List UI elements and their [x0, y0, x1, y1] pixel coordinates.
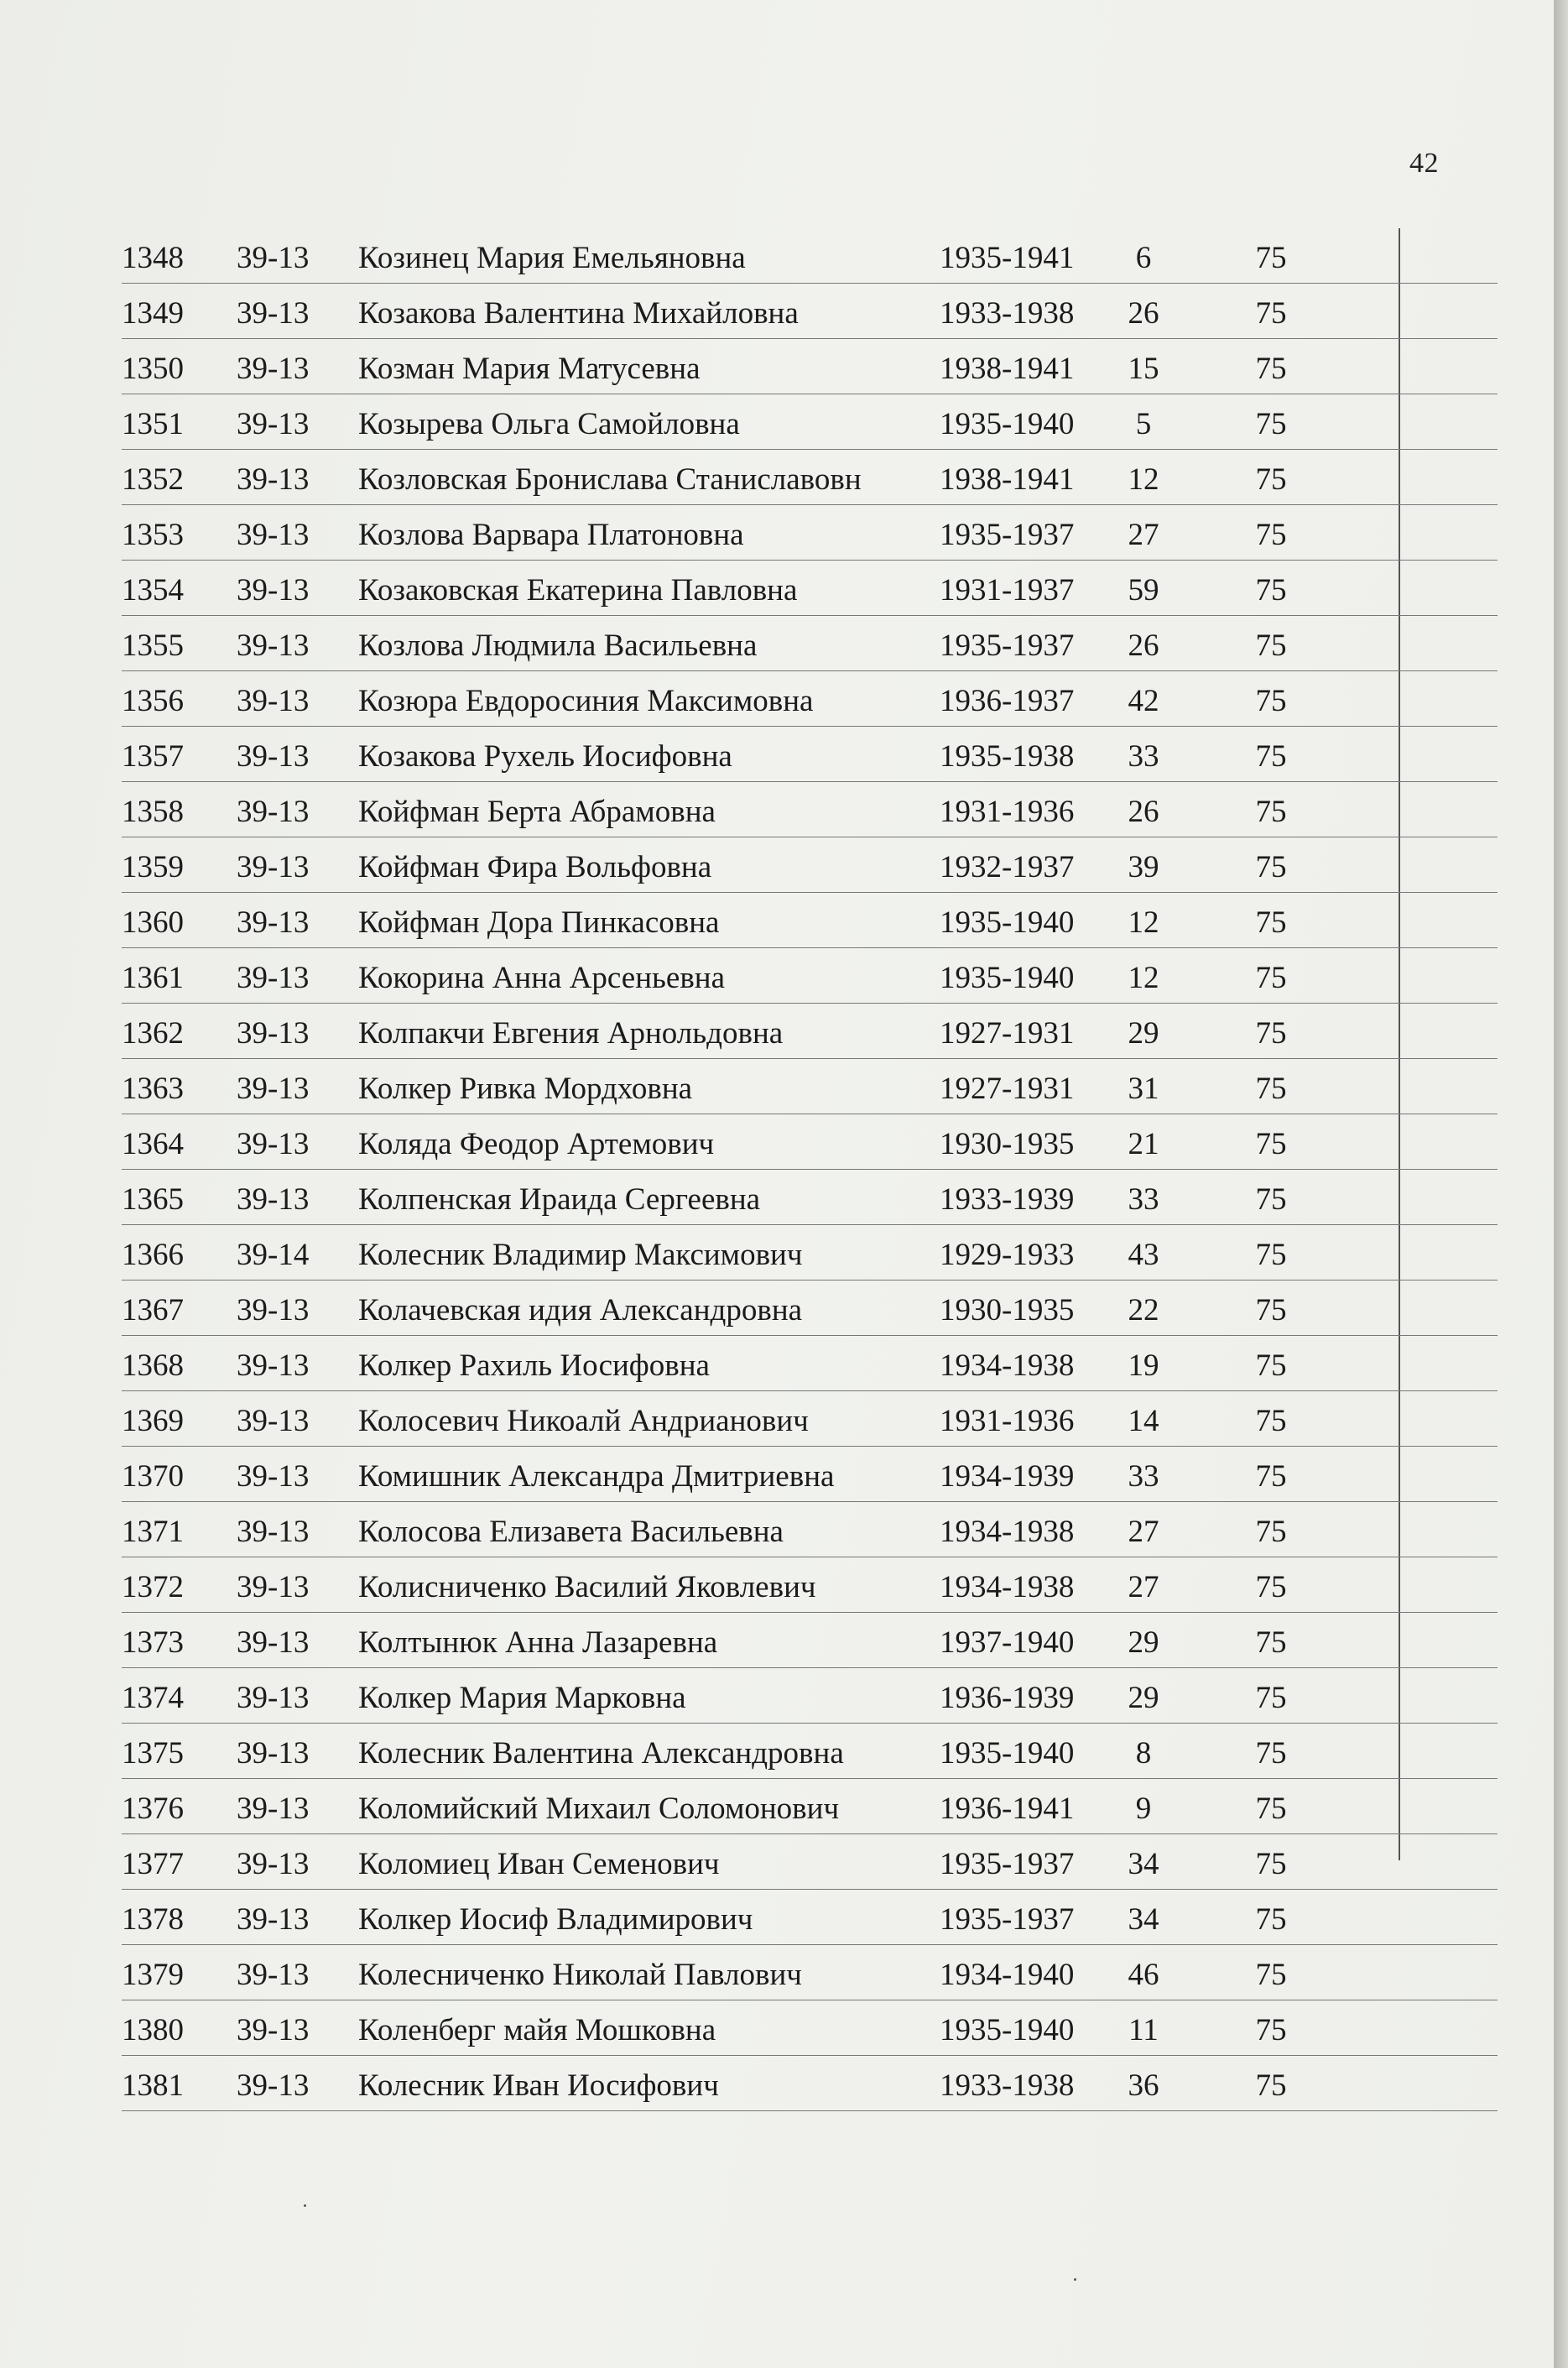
records-table	[122, 228, 1498, 2111]
record-value: 75	[1255, 850, 1287, 884]
years-range: 1935-1937	[940, 1847, 1075, 1881]
record-code: 39-13	[237, 573, 310, 608]
record-number: 1352	[122, 462, 184, 497]
table-row	[122, 1391, 1498, 1447]
person-name: Колкер Иосиф Владимирович	[358, 1902, 753, 1937]
record-code: 39-13	[237, 1625, 310, 1660]
record-count: 15	[1128, 352, 1159, 386]
years-range: 1931-1936	[940, 795, 1075, 829]
years-range: 1937-1940	[940, 1625, 1075, 1660]
record-code: 39-13	[237, 1072, 310, 1106]
record-value: 75	[1255, 905, 1287, 940]
record-number: 1368	[122, 1348, 184, 1383]
record-value: 75	[1255, 1902, 1287, 1937]
record-number: 1353	[122, 518, 184, 552]
record-number: 1359	[122, 850, 184, 884]
years-range: 1934-1938	[940, 1570, 1075, 1604]
record-value: 75	[1255, 1293, 1287, 1327]
years-range: 1930-1935	[940, 1293, 1075, 1327]
table-row	[122, 1724, 1498, 1779]
record-number: 1350	[122, 352, 184, 386]
table-row	[122, 1447, 1498, 1502]
record-count: 33	[1128, 1459, 1159, 1494]
record-value: 75	[1255, 1681, 1287, 1715]
years-range: 1935-1940	[940, 407, 1075, 441]
years-range: 1934-1938	[940, 1348, 1075, 1383]
person-name: Коляда Феодор Артемович	[358, 1127, 715, 1161]
person-name: Козакова Рухель Иосифовна	[358, 739, 732, 774]
speck	[1074, 2278, 1076, 2281]
record-number: 1365	[122, 1182, 184, 1217]
years-range: 1936-1939	[940, 1681, 1075, 1715]
record-count: 9	[1135, 1792, 1152, 1826]
record-code: 39-13	[237, 1958, 310, 1992]
person-name: Колисниченко Василий Яковлевич	[358, 1570, 816, 1604]
years-range: 1934-1940	[940, 1958, 1075, 1992]
record-code: 39-13	[237, 462, 310, 497]
record-value: 75	[1255, 1348, 1287, 1383]
table-row	[122, 1779, 1498, 1834]
record-code: 39-13	[237, 961, 310, 995]
record-code: 39-13	[237, 1459, 310, 1494]
record-number: 1378	[122, 1902, 184, 1937]
person-name: Колесник Валентина Александровна	[358, 1736, 844, 1771]
years-range: 1931-1937	[940, 573, 1075, 608]
person-name: Козырева Ольга Самойловна	[358, 407, 740, 441]
record-number: 1351	[122, 407, 184, 441]
record-value: 75	[1255, 1404, 1287, 1438]
table-row	[122, 1336, 1498, 1391]
years-range: 1927-1931	[940, 1072, 1075, 1106]
person-name: Колачевская идия Александровна	[358, 1293, 803, 1327]
record-value: 75	[1255, 1736, 1287, 1771]
person-name: Козман Мария Матусевна	[358, 352, 701, 386]
table-row	[122, 1280, 1498, 1336]
years-range: 1930-1935	[940, 1127, 1075, 1161]
years-range: 1929-1933	[940, 1238, 1075, 1272]
person-name: Койфман Берта Абрамовна	[358, 795, 716, 829]
record-value: 75	[1255, 629, 1287, 663]
record-count: 14	[1128, 1404, 1159, 1438]
record-value: 75	[1255, 1072, 1287, 1106]
table-row	[122, 1945, 1498, 2000]
table-row	[122, 1890, 1498, 1945]
record-code: 39-13	[237, 518, 310, 552]
record-value: 75	[1255, 1625, 1287, 1660]
record-value: 75	[1255, 1570, 1287, 1604]
record-count: 27	[1128, 518, 1159, 552]
record-count: 26	[1128, 795, 1159, 829]
record-value: 75	[1255, 795, 1287, 829]
record-number: 1370	[122, 1459, 184, 1494]
record-value: 75	[1255, 1238, 1287, 1272]
record-code: 39-13	[237, 1681, 310, 1715]
years-range: 1927-1931	[940, 1016, 1075, 1051]
person-name: Комишник Александра Дмитриевна	[358, 1459, 835, 1494]
years-range: 1935-1940	[940, 2013, 1075, 2047]
record-code: 39-13	[237, 739, 310, 774]
record-value: 75	[1255, 739, 1287, 774]
person-name: Козюра Евдоросиния Максимовна	[358, 684, 814, 718]
table-row	[122, 339, 1498, 394]
person-name: Коленберг майя Мошковна	[358, 2013, 716, 2047]
person-name: Кокорина Анна Арсеньевна	[358, 961, 726, 995]
table-row	[122, 1502, 1498, 1557]
record-value: 75	[1255, 573, 1287, 608]
table-row	[122, 782, 1498, 837]
record-count: 26	[1128, 629, 1159, 663]
record-code: 39-13	[237, 296, 310, 331]
record-number: 1358	[122, 795, 184, 829]
record-count: 39	[1128, 850, 1159, 884]
record-code: 39-13	[237, 1404, 310, 1438]
record-count: 42	[1128, 684, 1159, 718]
years-range: 1935-1940	[940, 961, 1075, 995]
table-row	[122, 1059, 1498, 1114]
record-value: 75	[1255, 1958, 1287, 1992]
record-number: 1366	[122, 1238, 184, 1272]
record-count: 29	[1128, 1681, 1159, 1715]
record-count: 46	[1128, 1958, 1159, 1992]
record-value: 75	[1255, 296, 1287, 331]
record-code: 39-13	[237, 1902, 310, 1937]
person-name: Колкер Рахиль Иосифовна	[358, 1348, 710, 1383]
record-code: 39-13	[237, 241, 310, 275]
table-row	[122, 228, 1498, 284]
record-value: 75	[1255, 1182, 1287, 1217]
person-name: Колтынюк Анна Лазаревна	[358, 1625, 718, 1660]
record-value: 75	[1255, 352, 1287, 386]
record-number: 1377	[122, 1847, 184, 1881]
record-code: 39-13	[237, 1348, 310, 1383]
record-value: 75	[1255, 1847, 1287, 1881]
table-row	[122, 2056, 1498, 2111]
record-count: 59	[1128, 573, 1159, 608]
record-code: 39-13	[237, 629, 310, 663]
person-name: Козловская Бронислава Станиславовн	[358, 462, 862, 497]
table-row	[122, 837, 1498, 893]
record-code: 39-13	[237, 1016, 310, 1051]
record-code: 39-13	[237, 684, 310, 718]
record-count: 6	[1135, 241, 1152, 275]
record-code: 39-13	[237, 2068, 310, 2103]
record-number: 1348	[122, 241, 184, 275]
record-code: 39-13	[237, 1570, 310, 1604]
record-number: 1381	[122, 2068, 184, 2103]
record-code: 39-13	[237, 1293, 310, 1327]
record-count: 22	[1128, 1293, 1159, 1327]
record-code: 39-13	[237, 850, 310, 884]
years-range: 1934-1939	[940, 1459, 1075, 1494]
years-range: 1935-1940	[940, 1736, 1075, 1771]
record-count: 11	[1128, 2013, 1159, 2047]
record-value: 75	[1255, 518, 1287, 552]
person-name: Колкер Ривка Мордховна	[358, 1072, 693, 1106]
person-name: Коломийский Михаил Соломонович	[358, 1792, 840, 1826]
years-range: 1936-1937	[940, 684, 1075, 718]
record-code: 39-13	[237, 1127, 310, 1161]
person-name: Козинец Мария Емельяновна	[358, 241, 746, 275]
record-count: 43	[1128, 1238, 1159, 1272]
person-name: Коломиец Иван Семенович	[358, 1847, 720, 1881]
table-row	[122, 505, 1498, 561]
table-row	[122, 671, 1498, 727]
person-name: Колосова Елизавета Васильевна	[358, 1515, 784, 1549]
person-name: Козлова Людмила Васильевна	[358, 629, 758, 663]
table-row	[122, 948, 1498, 1004]
years-range: 1938-1941	[940, 462, 1075, 497]
record-code: 39-13	[237, 1847, 310, 1881]
record-value: 75	[1255, 684, 1287, 718]
record-value: 75	[1255, 1016, 1287, 1051]
years-range: 1935-1937	[940, 518, 1075, 552]
record-count: 36	[1128, 2068, 1159, 2103]
record-code: 39-13	[237, 795, 310, 829]
years-range: 1933-1938	[940, 2068, 1075, 2103]
record-code: 39-13	[237, 905, 310, 940]
table-row	[122, 727, 1498, 782]
record-number: 1362	[122, 1016, 184, 1051]
record-value: 75	[1255, 1515, 1287, 1549]
table-row	[122, 561, 1498, 616]
table-row	[122, 616, 1498, 671]
years-range: 1932-1937	[940, 850, 1075, 884]
record-code: 39-13	[237, 352, 310, 386]
person-name: Колесниченко Николай Павлович	[358, 1958, 802, 1992]
record-code: 39-13	[237, 1792, 310, 1826]
table-row	[122, 1557, 1498, 1613]
person-name: Койфман Дора Пинкасовна	[358, 905, 720, 940]
record-count: 21	[1128, 1127, 1159, 1161]
record-value: 75	[1255, 961, 1287, 995]
years-range: 1935-1941	[940, 241, 1075, 275]
record-count: 5	[1135, 407, 1152, 441]
years-range: 1933-1938	[940, 296, 1075, 331]
record-count: 31	[1128, 1072, 1159, 1106]
record-number: 1355	[122, 629, 184, 663]
record-count: 34	[1128, 1847, 1159, 1881]
record-count: 27	[1128, 1515, 1159, 1549]
record-count: 8	[1135, 1736, 1152, 1771]
years-range: 1935-1940	[940, 905, 1075, 940]
record-code: 39-14	[237, 1238, 310, 1272]
record-number: 1356	[122, 684, 184, 718]
page-number: 42	[1409, 148, 1439, 179]
person-name: Козлова Варвара Платоновна	[358, 518, 744, 552]
record-code: 39-13	[237, 1182, 310, 1217]
record-number: 1369	[122, 1404, 184, 1438]
table-row	[122, 284, 1498, 339]
table-row	[122, 893, 1498, 948]
years-range: 1934-1938	[940, 1515, 1075, 1549]
record-code: 39-13	[237, 1515, 310, 1549]
speck	[304, 2204, 306, 2207]
table-row	[122, 1225, 1498, 1280]
table-row	[122, 1114, 1498, 1170]
table-row	[122, 2000, 1498, 2056]
person-name: Колесник Владимир Максимович	[358, 1238, 803, 1272]
record-count: 27	[1128, 1570, 1159, 1604]
person-name: Койфман Фира Вольфовна	[358, 850, 712, 884]
record-code: 39-13	[237, 2013, 310, 2047]
record-value: 75	[1255, 2013, 1287, 2047]
table-row	[122, 1834, 1498, 1890]
record-count: 29	[1128, 1016, 1159, 1051]
record-count: 33	[1128, 1182, 1159, 1217]
years-range: 1931-1936	[940, 1404, 1075, 1438]
years-range: 1938-1941	[940, 352, 1075, 386]
years-range: 1936-1941	[940, 1792, 1075, 1826]
record-number: 1372	[122, 1570, 184, 1604]
record-count: 29	[1128, 1625, 1159, 1660]
record-number: 1380	[122, 2013, 184, 2047]
record-count: 33	[1128, 739, 1159, 774]
record-number: 1349	[122, 296, 184, 331]
record-number: 1360	[122, 905, 184, 940]
record-value: 75	[1255, 407, 1287, 441]
years-range: 1935-1937	[940, 1902, 1075, 1937]
table-row	[122, 1170, 1498, 1225]
table-row	[122, 450, 1498, 505]
person-name: Колосевич Никоалй Андрианович	[358, 1404, 809, 1438]
record-value: 75	[1255, 462, 1287, 497]
years-range: 1935-1938	[940, 739, 1075, 774]
record-value: 75	[1255, 1127, 1287, 1161]
record-code: 39-13	[237, 1736, 310, 1771]
record-count: 12	[1128, 905, 1159, 940]
record-value: 75	[1255, 2068, 1287, 2103]
record-number: 1379	[122, 1958, 184, 1992]
record-number: 1363	[122, 1072, 184, 1106]
record-number: 1373	[122, 1625, 184, 1660]
person-name: Козаковская Екатерина Павловна	[358, 573, 798, 608]
record-number: 1367	[122, 1293, 184, 1327]
record-number: 1374	[122, 1681, 184, 1715]
table-row	[122, 1613, 1498, 1668]
record-count: 12	[1128, 462, 1159, 497]
years-range: 1933-1939	[940, 1182, 1075, 1217]
page-edge	[1554, 0, 1568, 2368]
record-value: 75	[1255, 241, 1287, 275]
table-row	[122, 1004, 1498, 1059]
record-number: 1361	[122, 961, 184, 995]
record-count: 12	[1128, 961, 1159, 995]
record-code: 39-13	[237, 407, 310, 441]
table-row	[122, 1668, 1498, 1724]
record-number: 1354	[122, 573, 184, 608]
person-name: Колесник Иван Иосифович	[358, 2068, 719, 2103]
record-number: 1375	[122, 1736, 184, 1771]
record-count: 26	[1128, 296, 1159, 331]
person-name: Козакова Валентина Михайловна	[358, 296, 799, 331]
record-number: 1376	[122, 1792, 184, 1826]
record-number: 1371	[122, 1515, 184, 1549]
person-name: Колпакчи Евгения Арнольдовна	[358, 1016, 784, 1051]
record-number: 1357	[122, 739, 184, 774]
record-count: 19	[1128, 1348, 1159, 1383]
record-count: 34	[1128, 1902, 1159, 1937]
table-row	[122, 394, 1498, 450]
record-value: 75	[1255, 1459, 1287, 1494]
years-range: 1935-1937	[940, 629, 1075, 663]
record-value: 75	[1255, 1792, 1287, 1826]
record-number: 1364	[122, 1127, 184, 1161]
person-name: Колпенская Ираида Сергеевна	[358, 1182, 761, 1217]
person-name: Колкер Мария Марковна	[358, 1681, 686, 1715]
